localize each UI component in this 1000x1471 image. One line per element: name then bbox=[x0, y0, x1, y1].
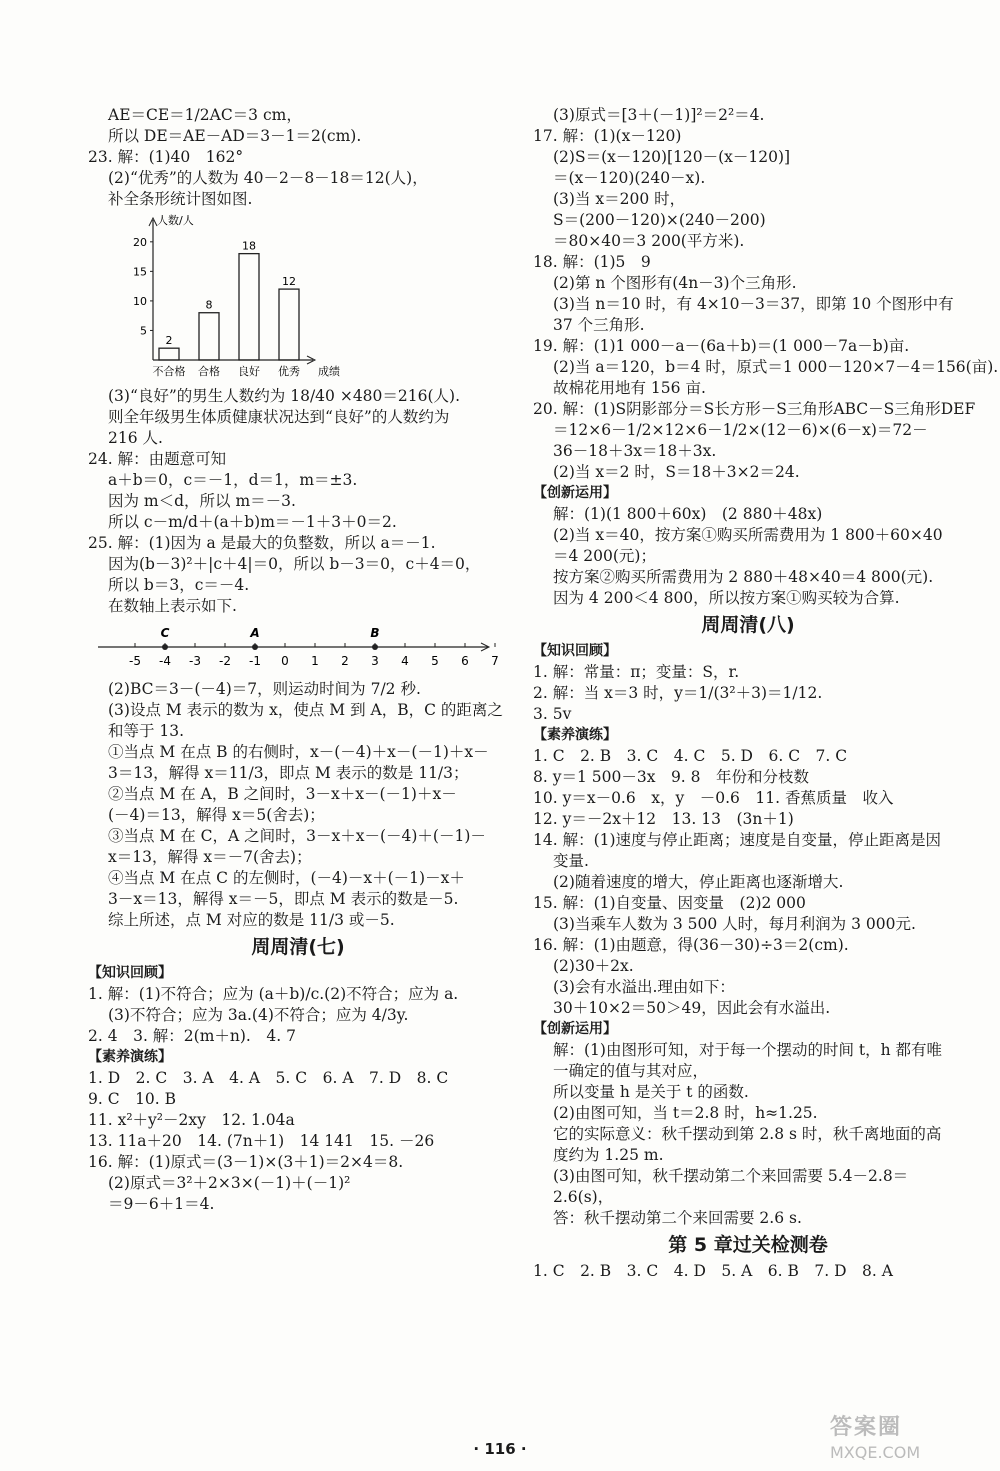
category-label: 合格 bbox=[198, 365, 220, 378]
text-line: 30＋10×2＝50＞49，因此会有水溢出. bbox=[553, 999, 831, 1017]
text-line: (3)设点 M 表示的数为 x，使点 M 到 A，B，C 的距离之 bbox=[108, 701, 503, 719]
bar-chart bbox=[98, 210, 388, 382]
number-line-tick-label: 1 bbox=[311, 654, 319, 668]
text-line: (2)随着速度的增大，停止距离也逐渐增大. bbox=[553, 873, 844, 891]
text-line: 3－x＝13，解得 x＝－5，即点 M 表示的数是－5. bbox=[108, 890, 459, 908]
text-line: ＝4 200(元)； bbox=[553, 547, 656, 565]
left-block-3 bbox=[88, 679, 508, 931]
section-tag: 【素养演练】 bbox=[533, 727, 617, 743]
bar-value-label: 2 bbox=[165, 334, 173, 348]
text-line: 所以变量 h 是关于 t 的函数. bbox=[553, 1083, 749, 1101]
text-line: 23. 解：(1)40 162° bbox=[88, 148, 244, 166]
bar bbox=[199, 313, 219, 360]
number-line-tick-label: 4 bbox=[401, 654, 409, 668]
text-line: 1. 解：常量：π；变量：S，r. bbox=[533, 663, 740, 681]
number-line-point bbox=[372, 644, 378, 650]
text-line: (2)BC＝3－(－4)＝7，则运动时间为 7/2 秒. bbox=[108, 680, 421, 698]
text-line: 37 个三角形. bbox=[553, 316, 645, 334]
watermark-url: MXQE.COM bbox=[830, 1443, 921, 1462]
text-line: 9. C 10. B bbox=[88, 1090, 177, 1108]
number-line-point-label: C bbox=[160, 626, 170, 640]
section-title-week-7: 周周清(七) bbox=[251, 936, 345, 958]
text-line: (3)“良好”的男生人数约为 18/40 ×480＝216(人). bbox=[108, 387, 461, 405]
text-line: ②当点 M 在 A，B 之间时，3－x＋x－(－1)＋x－ bbox=[108, 785, 457, 803]
number-line-point-label: A bbox=[250, 626, 260, 640]
text-line: 按方案②购买所需费用为 2 880＋48×40＝4 800(元). bbox=[553, 568, 934, 586]
left-block-4 bbox=[88, 963, 508, 1215]
text-line: 24. 解：由题意可知 bbox=[88, 450, 227, 468]
text-line: 1. C 2. B 3. C 4. C 5. D 6. C 7. C bbox=[533, 747, 848, 765]
bar-value-label: 8 bbox=[205, 298, 213, 312]
text-line: ＝12×6－1/2×12×6－1/2×(12－6)×(6－x)＝72－ bbox=[553, 421, 928, 439]
text-line: 3＝13，解得 x＝11/3，即点 M 表示的数是 11/3； bbox=[108, 764, 469, 782]
text-line: 15. 解：(1)自变量、因变量 (2)2 000 bbox=[533, 894, 806, 912]
number-line-tick-label: -2 bbox=[219, 654, 231, 668]
y-tick-label: 10 bbox=[133, 294, 147, 308]
text-line: (2)30＋2x. bbox=[553, 957, 634, 975]
text-line: ④当点 M 在点 C 的左侧时，(－4)－x＋(－1)－x＋ bbox=[108, 869, 465, 887]
bar-value-label: 12 bbox=[282, 275, 296, 289]
number-line bbox=[93, 617, 499, 675]
text-line: (2)当 a＝120，b＝4 时，原式＝1 000－120×7－4＝156(亩). bbox=[553, 358, 999, 376]
section-tag: 【知识回顾】 bbox=[88, 965, 172, 981]
text-line: (3)当 x＝200 时， bbox=[553, 190, 686, 208]
text-line: a＋b＝0，c＝－1，d＝1，m＝±3. bbox=[108, 471, 358, 489]
text-line: 18. 解：(1)5 9 bbox=[533, 253, 651, 271]
text-line: (2)由图可知，当 t＝2.8 时，h≈1.25. bbox=[553, 1104, 818, 1122]
text-line: AE＝CE＝1/2AC＝3 cm， bbox=[108, 106, 302, 124]
text-line: (2)原式＝3²＋2×3×(－1)＋(－1)² bbox=[108, 1174, 351, 1192]
text-line: 因为 4 200＜4 800，所以按方案①购买较为合算. bbox=[553, 589, 900, 607]
section-tag: 【创新运用】 bbox=[533, 1021, 617, 1037]
right-block-2 bbox=[533, 641, 963, 1229]
left-block-2 bbox=[88, 386, 508, 617]
text-line: 它的实际意义：秋千摆动到第 2.8 s 时，秋千离地面的高 bbox=[553, 1125, 942, 1143]
text-line: (2)S＝(x－120)[120－(x－120)] bbox=[553, 148, 791, 166]
bar bbox=[159, 348, 179, 360]
section-tag: 【创新运用】 bbox=[533, 485, 617, 501]
text-line: ①当点 M 在点 B 的右侧时，x－(－4)＋x－(－1)＋x－ bbox=[108, 743, 489, 761]
section-tag: 【知识回顾】 bbox=[533, 643, 617, 659]
section-tag: 【素养演练】 bbox=[88, 1049, 172, 1065]
bar-value-label: 18 bbox=[242, 239, 256, 253]
text-line: 17. 解：(1)(x－120) bbox=[533, 127, 682, 145]
text-line: (2)第 n 个图形有(4n－3)个三角形. bbox=[553, 274, 797, 292]
category-label: 不合格 bbox=[152, 365, 186, 378]
number-line-point-label: B bbox=[370, 626, 380, 640]
bar bbox=[239, 254, 259, 360]
text-line: 在数轴上表示如下. bbox=[108, 597, 237, 615]
y-tick-label: 15 bbox=[133, 265, 147, 279]
right-block-1 bbox=[533, 105, 999, 609]
y-tick-label: 5 bbox=[140, 324, 147, 338]
text-line: 10. y＝x－0.6 x，y －0.6 11. 香蕉质量 收入 bbox=[533, 789, 894, 807]
text-line: 变量. bbox=[553, 852, 589, 870]
text-line: (2)当 x＝40，按方案①购买所需费用为 1 800＋60×40 bbox=[553, 526, 943, 544]
text-line: (3)当乘车人数为 3 500 人时，每月利润为 3 000元. bbox=[553, 915, 916, 933]
text-line: 一确定的值与其对应， bbox=[553, 1062, 709, 1080]
text-line: S＝(200－120)×(240－200) bbox=[553, 211, 766, 229]
text-line: (－4)＝13，解得 x＝5(舍去)； bbox=[108, 806, 325, 824]
text-line: (2)“优秀”的人数为 40－2－8－18＝12(人)， bbox=[108, 169, 428, 187]
number-line-point bbox=[162, 644, 168, 650]
text-line: 因为(b－3)²＋|c＋4|＝0，所以 b－3＝0，c＋4＝0， bbox=[108, 555, 481, 573]
number-line-tick-label: -4 bbox=[159, 654, 171, 668]
watermark-logo bbox=[830, 1410, 920, 1462]
text-line: 综上所述，点 M 对应的数是 11/3 或－5. bbox=[108, 911, 395, 929]
text-line: 因为 m＜d，所以 m＝－3. bbox=[108, 492, 296, 510]
number-line-tick-label: 3 bbox=[371, 654, 379, 668]
text-line: 2. 4 3. 解：2(m＋n). 4. 7 bbox=[88, 1027, 296, 1045]
text-line: 1. C 2. B 3. C 4. D 5. A 6. B 7. D 8. A bbox=[533, 1262, 893, 1280]
text-line: (3)当 n＝10 时，有 4×10－3＝37，即第 10 个图形中有 bbox=[553, 295, 954, 313]
right-column bbox=[533, 105, 999, 1282]
text-line: 216 人. bbox=[108, 429, 163, 447]
text-line: (3)不符合；应为 3a.(4)不符合；应为 4/3y. bbox=[108, 1006, 409, 1024]
text-line: x＝13，解得 x＝－7(舍去)； bbox=[108, 848, 312, 866]
number-line-tick-label: 7 bbox=[491, 654, 499, 668]
section-title-week-8: 周周清(八) bbox=[701, 614, 795, 636]
text-line: 2.6(s)， bbox=[553, 1188, 614, 1206]
text-line: 16. 解：(1)原式＝(3－1)×(3＋1)＝2×4＝8. bbox=[88, 1153, 404, 1171]
text-line: 所以 c－m/d＋(a＋b)m＝－1＋3＋0＝2. bbox=[108, 513, 397, 531]
text-line: 12. y＝－2x＋12 13. 13 (3n＋1) bbox=[533, 810, 794, 828]
text-line: 补全条形统计图如图. bbox=[108, 190, 253, 208]
text-line: 所以 DE＝AE－AD＝3－1＝2(cm). bbox=[108, 127, 362, 145]
text-line: ＝80×40＝3 200(平方米). bbox=[553, 232, 745, 250]
text-line: 1. D 2. C 3. A 4. A 5. C 6. A 7. D 8. C bbox=[88, 1069, 449, 1087]
number-line-tick-label: 0 bbox=[281, 654, 289, 668]
left-column bbox=[88, 105, 508, 1215]
watermark-text: 答案圈 bbox=[830, 1415, 903, 1440]
text-line: 解：(1)由图形可知，对于每一个摆动的时间 t，h 都有唯 bbox=[553, 1041, 943, 1059]
text-line: 则全年级男生体质健康状况达到“良好”的人数约为 bbox=[108, 408, 450, 426]
text-line: 11. x²＋y²－2xy 12. 1.04a bbox=[88, 1111, 295, 1129]
text-line: 解：(1)(1 800＋60x) (2 880＋48x) bbox=[553, 505, 823, 523]
text-line: 3. 5v bbox=[533, 705, 572, 723]
text-line: 答：秋千摆动第二个来回需要 2.6 s. bbox=[553, 1209, 802, 1227]
x-axis-label: 成绩 bbox=[318, 365, 340, 378]
text-line: 和等于 13. bbox=[108, 722, 185, 740]
text-line: (3)会有水溢出.理由如下： bbox=[553, 978, 735, 996]
number-line-tick-label: 6 bbox=[461, 654, 469, 668]
category-label: 优秀 bbox=[278, 365, 300, 378]
text-line: (2)当 x＝2 时，S＝18＋3×2＝24. bbox=[553, 463, 800, 481]
text-line: 25. 解：(1)因为 a 是最大的负整数，所以 a＝－1. bbox=[88, 534, 436, 552]
number-line-tick-label: 5 bbox=[431, 654, 439, 668]
section-title-chapter-5: 第 5 章过关检测卷 bbox=[668, 1234, 828, 1256]
number-line-tick-label: 2 bbox=[341, 654, 349, 668]
y-axis-label: 人数/人 bbox=[157, 214, 194, 227]
text-line: ＝9－6＋1＝4. bbox=[108, 1195, 215, 1213]
text-line: 20. 解：(1)S阴影部分＝S长方形－S三角形ABC－S三角形DEF bbox=[533, 400, 976, 418]
left-block-1 bbox=[88, 105, 508, 210]
right-block-3 bbox=[533, 1261, 963, 1282]
number-line-tick-label: -3 bbox=[189, 654, 201, 668]
text-line: 1. 解：(1)不符合；应为 (a＋b)/c.(2)不符合；应为 a. bbox=[88, 985, 459, 1003]
y-tick-label: 20 bbox=[133, 235, 147, 249]
text-line: 2. 解：当 x＝3 时，y＝1/(3²＋3)＝1/12. bbox=[533, 684, 823, 702]
text-line: (3)由图可知，秋千摆动第二个来回需要 5.4－2.8＝ bbox=[553, 1167, 909, 1185]
text-line: 8. y＝1 500－3x 9. 8 年份和分枝数 bbox=[533, 768, 810, 786]
text-line: 所以 b＝3，c＝－4. bbox=[108, 576, 250, 594]
text-line: 度约为 1.25 m. bbox=[553, 1146, 664, 1164]
text-line: 13. 11a＋20 14. (7n＋1) 14 141 15. －26 bbox=[88, 1132, 435, 1150]
text-line: 19. 解：(1)1 000－a－(6a＋b)＝(1 000－7a－b)亩. bbox=[533, 337, 910, 355]
category-label: 良好 bbox=[238, 365, 260, 378]
text-line: ＝(x－120)(240－x). bbox=[553, 169, 706, 187]
number-line-tick-label: -1 bbox=[249, 654, 261, 668]
text-line: 36－18＋3x＝18＋3x. bbox=[553, 442, 717, 460]
text-line: 16. 解：(1)由题意，得(36－30)÷3＝2(cm). bbox=[533, 936, 849, 954]
number-line-point bbox=[252, 644, 258, 650]
text-line: 14. 解：(1)速度与停止距离；速度是自变量，停止距离是因 bbox=[533, 831, 942, 849]
page-number: · 116 · bbox=[473, 1440, 527, 1458]
number-line-tick-label: -5 bbox=[129, 654, 141, 668]
text-line: (3)原式＝[3＋(－1)]²＝2²＝4. bbox=[553, 106, 765, 124]
text-line: ③当点 M 在 C，A 之间时，3－x＋x－(－4)＋(－1)－ bbox=[108, 827, 486, 845]
bar bbox=[279, 289, 299, 360]
text-line: 故棉花用地有 156 亩. bbox=[553, 379, 706, 397]
